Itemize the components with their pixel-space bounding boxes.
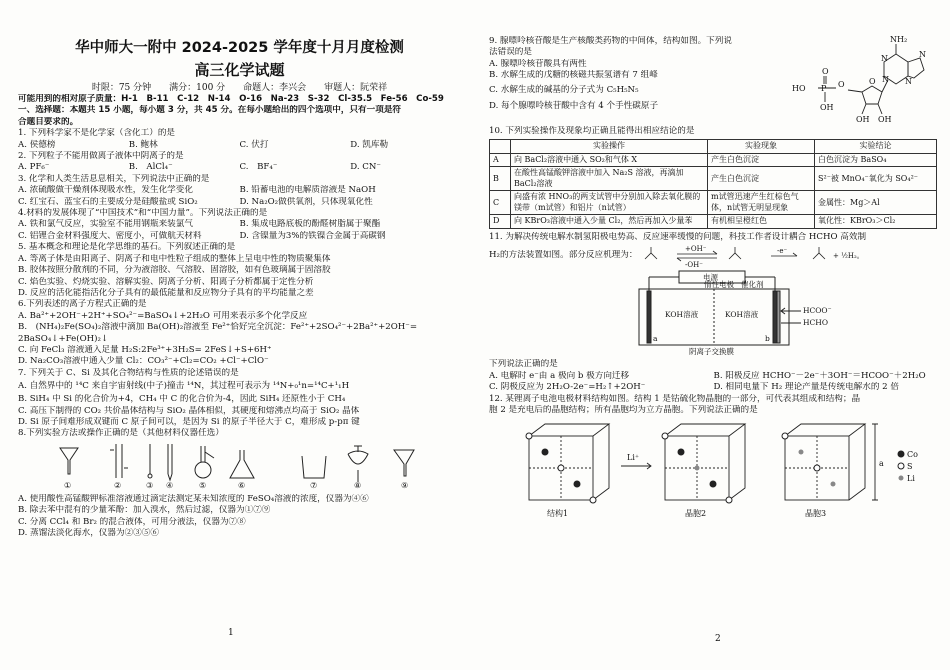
table-header: 实验操作 bbox=[511, 140, 708, 154]
apparatus-label-7: ⑦ bbox=[310, 480, 318, 490]
s-atom bbox=[558, 465, 564, 471]
li-ion-label: Li⁺ bbox=[627, 453, 640, 463]
table-header bbox=[490, 140, 511, 154]
option-a: A. 铁和氯气反应，实验室不能用钢瓶来装氯气 bbox=[18, 219, 193, 230]
mech-label-plus-oh: +OH⁻ bbox=[685, 245, 707, 254]
question-4 bbox=[18, 208, 461, 242]
apparatus-label-6: ⑥ bbox=[238, 480, 246, 490]
question-line: B. (NH₄)₂Fe(SO₄)₂溶液中滴加 Ba(OH)₂溶液至 Fe²⁺恰好完全沉淀：Fe²⁺+2SO₄²⁻+2Ba²⁺+2OH⁻= bbox=[18, 322, 418, 333]
legend-s-marker bbox=[898, 463, 904, 469]
option-b: B. 除去苯中混有的少量苯酚：加入溴水，然后过滤，仪器为①⑦⑨ bbox=[18, 505, 271, 516]
option-d: D. CN⁻ bbox=[350, 162, 381, 173]
question-11 bbox=[489, 232, 938, 394]
option-a: A. 侯德榜 bbox=[18, 139, 56, 150]
lab-apparatus-figure bbox=[18, 440, 458, 490]
table-row bbox=[490, 191, 937, 215]
table-row bbox=[490, 215, 937, 229]
caption-cell-3: 晶胞3 bbox=[805, 509, 827, 519]
question-line: 7. 下列关于 C、Si 及其化合物结构与性质的论述错误的是 bbox=[18, 367, 239, 378]
option-a: A. 腺嘌呤核苷酸具有两性 bbox=[489, 58, 587, 69]
cell-label-inert-electrode: 惰性电极 bbox=[704, 280, 734, 290]
question-line: D. Si 原子间难形成双键而 C 原子间可以，是因为 Si 的原子半径大于 C，难形成 p-pπ 键 bbox=[18, 416, 360, 427]
struct-label-nh2: NH₂ bbox=[890, 35, 908, 44]
row-conclusion: 氧化性：KBrO₃＞Cl₂ bbox=[815, 215, 937, 229]
struct-label-p: P bbox=[821, 84, 827, 93]
cell-label-a: a bbox=[653, 334, 658, 344]
row-phenomenon: 产生白色沉淀 bbox=[708, 167, 815, 191]
exam-meta: 时限：75 分钟 满分：100 分 命题人：李兴会 审题人：阮荣祥 bbox=[91, 83, 388, 93]
row-conclusion: S²⁻被 MnO₄⁻氧化为 SO₄²⁻ bbox=[815, 167, 937, 191]
erlenmeyer-flask-icon bbox=[230, 450, 254, 478]
apparatus-label-1: ① bbox=[64, 480, 72, 490]
li-atom bbox=[695, 466, 700, 471]
electrolysis-cell-figure bbox=[489, 267, 937, 355]
mech-label-minus-e: -e⁻ bbox=[777, 247, 788, 256]
distilling-flask-icon bbox=[195, 462, 211, 478]
apparatus-label-4: ④ bbox=[166, 480, 174, 490]
exam-subtitle: 高三化学试题 bbox=[194, 61, 285, 79]
struct-label-o-double: O bbox=[822, 67, 829, 76]
question-stem: 2. 下列粒子不能用做离子液体中阴离子的是 bbox=[18, 151, 184, 162]
question-line: D. 反应的活化能指活化分子具有的最低能量和反应物分子具有的平均能量之差 bbox=[18, 287, 314, 298]
page-number: 1 bbox=[228, 628, 234, 638]
question-stem: 12. 某锂离子电池电极材料结构如图。结构 1 是钴硫化物晶胞的一部分，可代表其组成和结构；晶 bbox=[489, 393, 861, 404]
struct-label-n3: N bbox=[919, 50, 926, 59]
question-line: C. 向 FeCl₃ 溶液通入足量 H₂S:2Fe³⁺+3H₂S= 2FeS↓+S+6H⁺ bbox=[18, 344, 272, 355]
question-line: B. SiH₄ 中 Si 的化合价为+4，CH₄ 中 C 的化合价为-4，因此 SiH₄ 还原性小于 CH₄ bbox=[18, 394, 346, 405]
question-5 bbox=[18, 242, 461, 299]
struct-label-o-ring: O bbox=[869, 77, 876, 86]
option-d: D. Na₂O₂做供氧剂，只体现氧化性 bbox=[239, 196, 373, 207]
option-b: B. AlCl₄⁻ bbox=[128, 162, 173, 173]
adenosine-monophosphate-structure bbox=[788, 32, 938, 124]
burette-icon bbox=[168, 444, 172, 480]
question-line: D. Na₂CO₃溶液中通入少量 Cl₂：CO₃²⁻+Cl₂=CO₂ +Cl⁻+ClO⁻ bbox=[18, 356, 269, 367]
question-7 bbox=[18, 368, 461, 429]
cell-label-b: b bbox=[765, 334, 770, 344]
mech-label-h2: + ½H₂。 bbox=[833, 252, 865, 261]
row-phenomenon: 有机相呈橙红色 bbox=[708, 215, 815, 229]
apparatus-label-2: ② bbox=[114, 480, 122, 490]
legend-li: Li bbox=[907, 474, 915, 484]
question-stem: 8.下列实验方法或操作正确的是（其他材料仪器任选） bbox=[18, 428, 224, 439]
li-atom bbox=[799, 450, 804, 455]
electrode-b bbox=[773, 291, 777, 343]
co-atom bbox=[542, 449, 549, 456]
option-b: B. 铅蓄电池的电解质溶液是 NaOH bbox=[239, 185, 376, 196]
question-2 bbox=[18, 151, 461, 174]
separatory-funnel-icon bbox=[348, 446, 368, 482]
question-10 bbox=[489, 126, 938, 229]
option-c: C. 阴极反应为 2H₂O-2e⁻=H₂↑+2OH⁻ bbox=[489, 382, 646, 393]
question-stem: 1. 下列科学家不是化学家（含化工）的是 bbox=[18, 128, 176, 139]
s-atom bbox=[662, 433, 668, 439]
struct-label-oh1: OH bbox=[820, 103, 834, 112]
question-line: 6.下列表述的离子方程式正确的是 bbox=[18, 299, 147, 310]
question-stem: 胞 2 是充电后的晶胞结构；所有晶胞均为立方晶胞。下列说法正确的是 bbox=[489, 404, 758, 415]
struct-label-n1: N bbox=[881, 54, 888, 63]
s-atom bbox=[782, 433, 788, 439]
lattice-a-label: a bbox=[879, 459, 884, 469]
apparatus-label-3: ③ bbox=[146, 480, 154, 490]
cell-caption: 阴离子交换膜 bbox=[689, 347, 734, 356]
struct-label-n4: N bbox=[882, 75, 889, 84]
struct-label-ho: HO bbox=[792, 84, 806, 93]
option-d: D. 凯库勒 bbox=[350, 139, 389, 150]
legend-li-marker bbox=[899, 476, 904, 481]
option-c: C. 红宝石、蓝宝石的主要成分是硅酸盐或 SiO₂ bbox=[18, 196, 198, 207]
s-atom bbox=[526, 433, 532, 439]
lithiation-arrow bbox=[621, 463, 651, 469]
row-key: A bbox=[490, 153, 511, 167]
option-b: B. 鲍林 bbox=[128, 139, 158, 150]
row-key: D bbox=[490, 215, 511, 229]
apparatus-label-9: ⑨ bbox=[401, 480, 409, 490]
option-c: C. 铝锂合金材料强度大、密度小，可做航天材料 bbox=[18, 230, 202, 241]
table-header-row bbox=[490, 140, 937, 154]
row-operation: 向 KBrO₃溶液中通入少量 Cl₂，然后再加入少量苯 bbox=[511, 215, 708, 229]
s-atom bbox=[590, 497, 596, 503]
exam-title: 华中师大一附中 2024-2025 学年度十月月度检测 bbox=[75, 40, 404, 56]
table-header: 实验现象 bbox=[708, 140, 815, 154]
option-c: C. 伏打 bbox=[239, 139, 269, 150]
question-line: C. 焰色实验、灼烧实验、溶解实验、阴离子分析、阳离子分析都属于定性分析 bbox=[18, 276, 314, 287]
option-b: B. 水解生成的戊糖的核磁共振氢谱有 7 组峰 bbox=[489, 70, 658, 81]
cell-label-power: 电源 bbox=[703, 273, 718, 283]
co-atom bbox=[574, 481, 581, 488]
option-a: A. 浓硫酸做干燥剂体现吸水性，发生化学变化 bbox=[18, 185, 193, 196]
question-3 bbox=[18, 174, 461, 208]
reaction-mechanism bbox=[637, 243, 927, 267]
exam-page-2 bbox=[475, 0, 950, 670]
question-stem: 9. 腺嘌呤核苷酸是生产核酸类药物的中间体，结构如图。下列说 bbox=[489, 36, 732, 46]
question-line: B. 胶体按照分散剂的不同，分为液溶胶、气溶胶、固溶胶，如有色玻璃属于固溶胶 bbox=[18, 265, 331, 276]
question-stem: 4.材料的发展体现了“中国技术”和“中国力量”。下列说法正确的是 bbox=[18, 208, 268, 219]
row-key: C bbox=[490, 191, 511, 215]
beaker-icon bbox=[302, 456, 326, 478]
option-d: D. 相同电量下 H₂ 理论产量是传统电解水的 2 倍 bbox=[713, 382, 899, 393]
option-a: A. PF₆⁻ bbox=[18, 162, 50, 173]
s-atom bbox=[814, 465, 820, 471]
cell-label-hcho: HCHO bbox=[803, 318, 828, 328]
question-line: A. Ba²⁺+2OH⁻+2H⁺+SO₄²⁻=BaSO₄↓+2H₂O 可用来表示多个化学反应 bbox=[18, 310, 308, 321]
page-number: 2 bbox=[715, 634, 721, 644]
apparatus-label-5: ⑤ bbox=[199, 480, 207, 490]
struct-label-o-bridge: O bbox=[838, 80, 845, 89]
table-row bbox=[490, 167, 937, 191]
question-stem: 3. 化学和人类生活息息相关，下列说法中正确的是 bbox=[18, 173, 210, 184]
caption-cell-2: 晶胞2 bbox=[685, 509, 707, 519]
funnel-icon bbox=[60, 448, 78, 474]
li-atom bbox=[831, 482, 836, 487]
cell-label-hcoo: HCOO⁻ bbox=[803, 306, 832, 316]
question-stem: H₂的方法装置如图。部分反应机理为： bbox=[489, 249, 638, 260]
row-phenomenon: m试管迅速产生红棕色气体，n试管无明显现象 bbox=[708, 191, 815, 215]
filter-funnel-icon bbox=[394, 450, 414, 476]
legend-co-marker bbox=[898, 451, 905, 458]
cell-label-catalyst: 催化剂 bbox=[741, 280, 764, 290]
option-c: C. BF₄⁻ bbox=[239, 162, 278, 173]
row-operation: 在酸性高锰酸钾溶液中加入 Na₂S 溶液，再滴加 BaCl₂溶液 bbox=[511, 167, 708, 191]
legend-co: Co bbox=[907, 450, 918, 460]
condenser-icon bbox=[110, 444, 128, 478]
option-d: D. 每个腺嘌呤核苷酸中含有 4 个手性碳原子 bbox=[489, 100, 659, 111]
question-line: A. 自然界中的 ¹⁴C 来自宇宙射线(中子)撞击 ¹⁴N，其过程可表示为 ¹⁴N+₀¹n=¹⁴C+¹₁H bbox=[18, 381, 350, 392]
row-operation: 向盛有浓 HNO₃的两支试管中分别加入除去氧化膜的镁带（m试管）和铝片（n试管） bbox=[511, 191, 708, 215]
struct-label-oh2: OH bbox=[856, 115, 870, 124]
row-operation: 向 BaCl₂溶液中通入 SO₂和气体 X bbox=[511, 153, 708, 167]
question-9 bbox=[489, 36, 938, 126]
question-6 bbox=[18, 299, 461, 367]
row-conclusion: 白色沉淀为 BaSO₄ bbox=[815, 153, 937, 167]
section-instructions-2: 合题目要求的。 bbox=[18, 116, 79, 127]
question-8 bbox=[18, 428, 461, 539]
question-line: A. 等离子体是由阳离子、阴离子和电中性粒子组成的整体上呈电中性的物质聚集体 bbox=[18, 253, 331, 264]
question-12 bbox=[489, 394, 938, 527]
row-conclusion: 金属性：Mg＞Al bbox=[815, 191, 937, 215]
question-line: 5. 基本概念和理论是化学思维的基石。下列叙述正确的是 bbox=[18, 242, 236, 253]
table-header: 实验结论 bbox=[815, 140, 937, 154]
question-line: C. 高压下制得的 CO₂ 共价晶体结构与 SiO₂ 晶体相似，其硬度和熔沸点均高于 SiO₂ 晶体 bbox=[18, 405, 360, 416]
atomic-masses: 可能用到的相对原子质量：H-1 B-11 C-12 N-14 O-16 Na-23 S-32 Cl-35.5 Fe-56 Co-59 bbox=[18, 94, 444, 104]
option-d: D. 蒸馏法淡化海水，仪器为②③⑤⑥ bbox=[18, 528, 159, 538]
cell-label-koh-right: KOH溶液 bbox=[725, 310, 759, 320]
electrode-a bbox=[647, 291, 651, 343]
question-line: 2BaSO₄↓+Fe(OH)₂↓ bbox=[18, 333, 109, 344]
s-atom bbox=[726, 497, 732, 503]
experiment-table bbox=[489, 139, 937, 229]
option-b: B. 阳极反应 HCHO⁻－2e⁻＋3OH⁻＝HCOO⁻＋2H₂O bbox=[713, 370, 926, 381]
caption-structure-1: 结构1 bbox=[547, 509, 569, 519]
apparatus-label-8: ⑧ bbox=[354, 480, 362, 490]
question-1 bbox=[18, 128, 461, 151]
section-instructions: 一、选择题：本题共 15 小题，每小题 3 分，共 45 分。在每小题给出的四个选项中，只有一项是符 bbox=[18, 105, 402, 116]
co-atom bbox=[710, 481, 717, 488]
option-c: C. 分离 CCl₄ 和 Br₂ 的混合液体，可用分液法，仪器为⑦⑧ bbox=[18, 516, 246, 527]
co-atom bbox=[678, 449, 685, 456]
row-key: B bbox=[490, 167, 511, 191]
row-phenomenon: 产生白色沉淀 bbox=[708, 153, 815, 167]
question-stem: 11. 为解决传统电解水制氢阳极电势高、反应速率缓慢的问题，科技工作者设计耦合 HCHO 高效制 bbox=[489, 231, 867, 242]
question-stem: 下列说法正确的是 bbox=[489, 359, 558, 370]
crystal-structures-figure bbox=[489, 416, 937, 522]
question-stem: 10. 下列实验操作及现象均正确且能得出相应结论的是 bbox=[489, 126, 695, 136]
cell-label-koh-left: KOH溶液 bbox=[665, 310, 699, 320]
option-a: A. 电解时 e⁻由 a 极向 b 极方向迁移 bbox=[489, 370, 630, 381]
table-row bbox=[490, 153, 937, 167]
catalyst-layer bbox=[777, 291, 780, 343]
option-b: B. 集成电路底板的酚醛树脂属于聚酯 bbox=[239, 219, 381, 230]
option-c: C. 水解生成的碱基的分子式为 C₅H₅N₅ bbox=[489, 84, 639, 95]
struct-label-oh3: OH bbox=[878, 115, 892, 124]
mech-label-minus-oh: -OH⁻ bbox=[685, 261, 704, 268]
struct-label-n2: N bbox=[905, 77, 912, 86]
option-d: D. 含镍量为3%的铁镍合金属于高碳钢 bbox=[239, 230, 386, 241]
option-a: A. 使用酸性高锰酸钾标准溶液通过滴定法测定某未知浓度的 FeSO₄溶液的浓度，仪器为④⑥ bbox=[18, 493, 369, 504]
question-stem: 法错误的是 bbox=[489, 47, 532, 58]
legend-s: S bbox=[907, 462, 913, 472]
